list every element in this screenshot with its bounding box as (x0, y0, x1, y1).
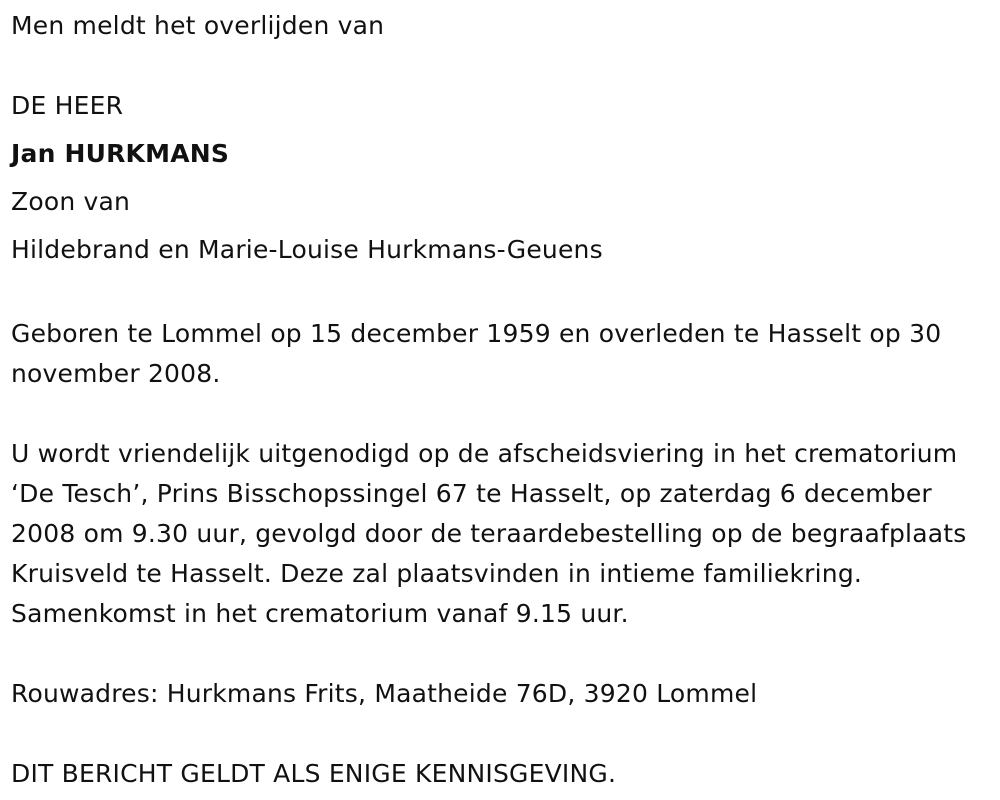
ceremony-paragraph: U wordt vriendelijk uitgenodigd op de afscheidsviering in het crematorium ‘De Tesch’, Prins Bisschopssingel 67 te Hasselt, op zaterdag 6 december 2008 om 9.30 uur, gevolgd door de teraardebestelling op de begraafplaats Kruisveld te Hasselt. Deze zal plaatsvinden in intieme familiekring. Samenkomst in het crematorium vanaf 9.15 uur. (11, 439, 967, 628)
intro-text: Men meldt het overlijden van (11, 11, 385, 40)
son-of-label: Zoon van (11, 187, 131, 216)
deceased-name: Jan HURKMANS (11, 139, 230, 168)
mourning-address: Rouwadres: Hurkmans Frits, Maatheide 76D, 3920 Lommel (11, 679, 758, 708)
birth-death-paragraph: Geboren te Lommel op 15 december 1959 en overleden te Hasselt op 30 november 2008. (11, 319, 942, 388)
closing-statement: DIT BERICHT GELDT ALS ENIGE KENNISGEVING. (11, 759, 617, 788)
death-notice (11, 0, 996, 794)
parents-names: Hildebrand en Marie-Louise Hurkmans-Geuens (11, 235, 603, 264)
honorific-title: DE HEER (11, 91, 124, 120)
